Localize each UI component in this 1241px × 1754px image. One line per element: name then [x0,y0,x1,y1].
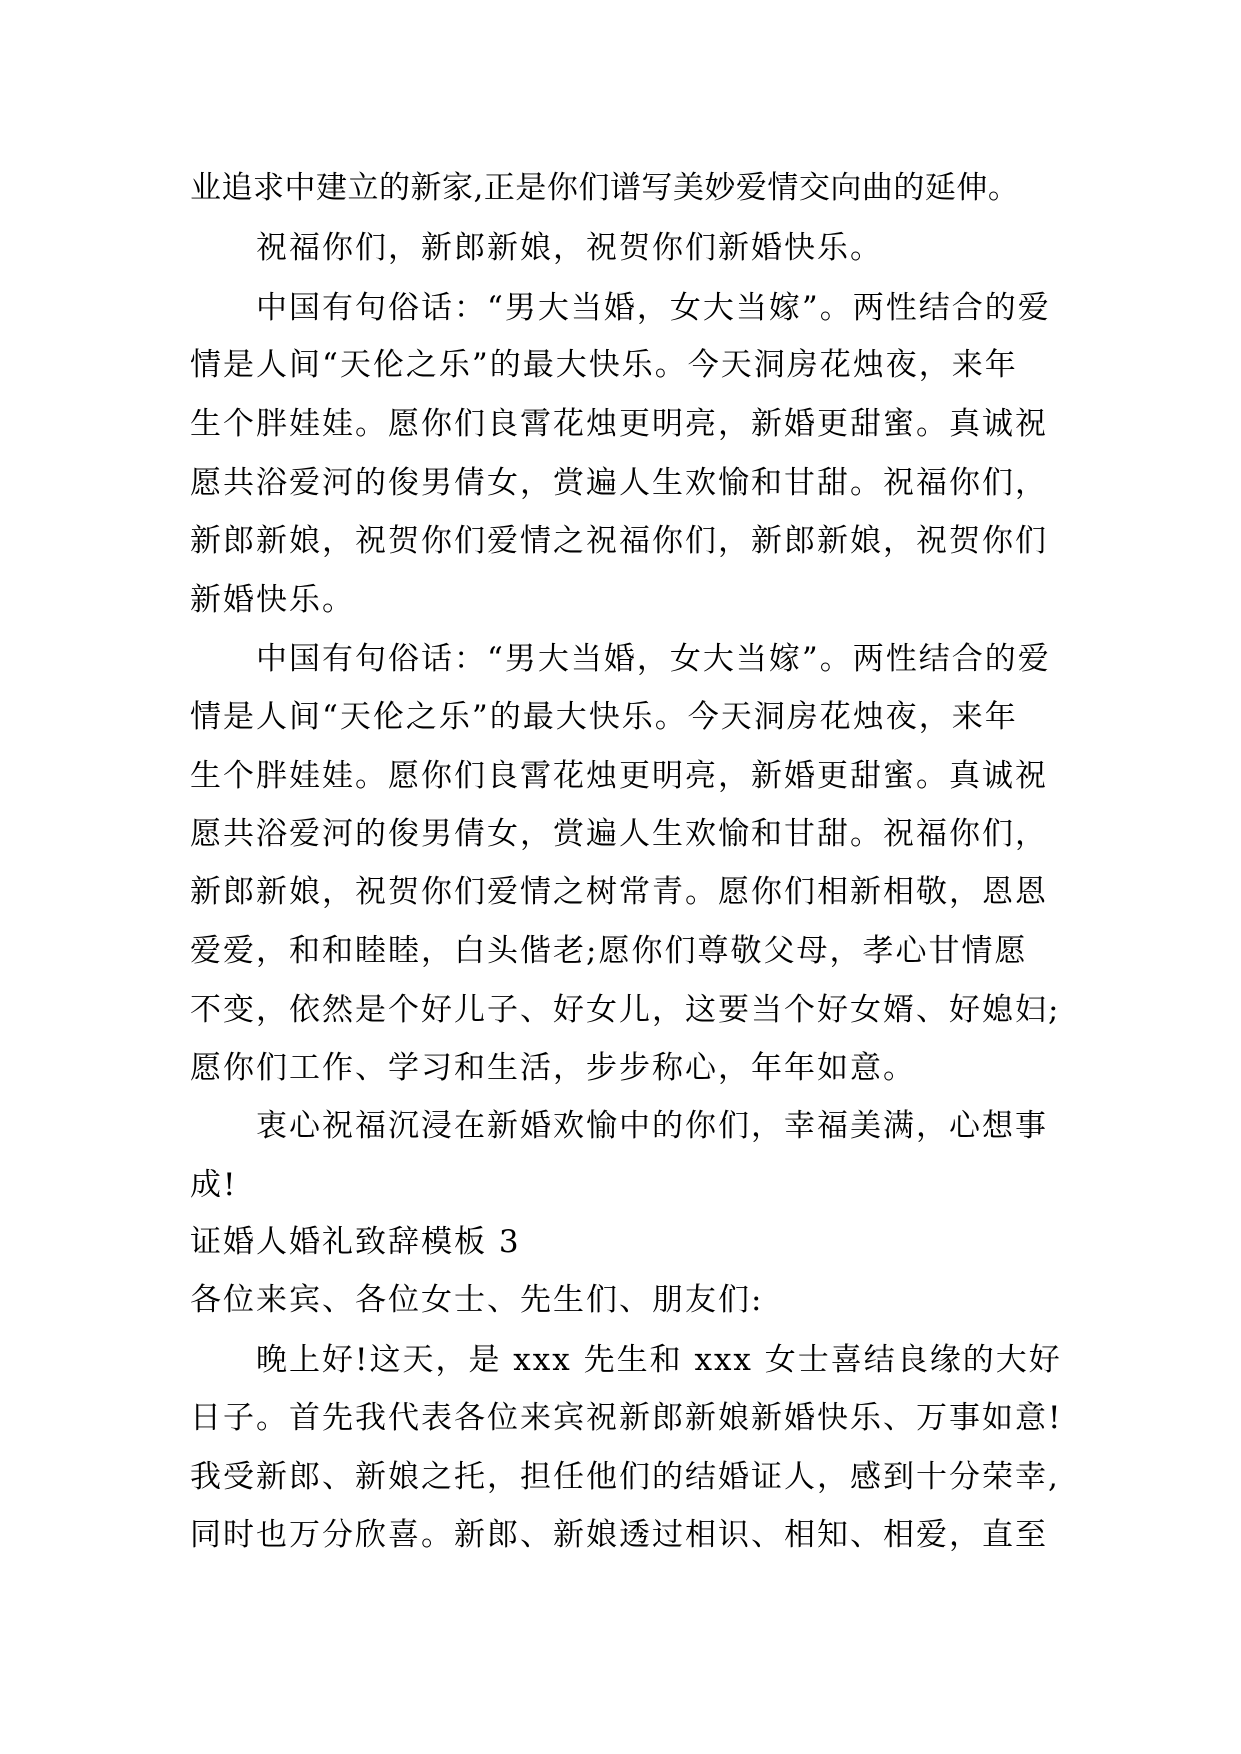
text-line: 晚上好!这天，是 xxx 先生和 xxx 女士喜结良缘的大好 [256,1342,1062,1378]
text-line: 中国有句俗话：“男大当婚，女大当嫁”。两性结合的爱 [256,290,1051,326]
text-line: 我受新郎、新娘之托，担任他们的结婚证人，感到十分荣幸, [190,1459,1060,1495]
text-line: 爱爱，和和睦睦，白头偕老;愿你们尊敬父母，孝心甘情愿 [190,933,1028,969]
salutation: 各位来宾、各位女士、先生们、朋友们: [190,1282,764,1318]
text-line: 情是人间“天伦之乐”的最大快乐。今天洞房花烛夜，来年 [190,699,1018,735]
text-line: 生个胖娃娃。愿你们良霄花烛更明亮，新婚更甜蜜。真诚祝 [190,758,1048,794]
text-line: 愿共浴爱河的俊男倩女，赏遍人生欢愉和甘甜。祝福你们， [190,816,1048,852]
text-line: 生个胖娃娃。愿你们良霄花烛更明亮，新婚更甜蜜。真诚祝 [190,406,1048,442]
text-line: 情是人间“天伦之乐”的最大快乐。今天洞房花烛夜，来年 [190,347,1018,383]
text-line: 愿你们工作、学习和生活，步步称心，年年如意。 [190,1050,916,1086]
text-line: 同时也万分欣喜。新郎、新娘透过相识、相知、相爱，直至 [190,1517,1048,1553]
text-line: 新郎新娘，祝贺你们爱情之祝福你们，新郎新娘，祝贺你们 [190,523,1048,559]
section-heading: 证婚人婚礼致辞模板 3 [190,1224,521,1260]
text-line: 不变，依然是个好儿子、好女儿，这要当个好女婿、好媳妇; [190,992,1061,1028]
text-line: 衷心祝福沉浸在新婚欢愉中的你们，幸福美满，心想事 [256,1108,1048,1144]
text-line: 业追求中建立的新家,正是你们谱写美妙爱情交向曲的延伸。 [190,170,1020,206]
text-line: 成! [190,1167,238,1203]
text-line: 新婚快乐。 [190,582,355,618]
text-line: 祝福你们，新郎新娘，祝贺你们新婚快乐。 [256,230,883,266]
text-line: 新郎新娘，祝贺你们爱情之树常青。愿你们相新相敬，恩恩 [190,874,1048,910]
text-line: 日子。首先我代表各位来宾祝新郎新娘新婚快乐、万事如意! [190,1400,1063,1436]
text-line: 中国有句俗话：“男大当婚，女大当嫁”。两性结合的爱 [256,641,1051,677]
text-line: 愿共浴爱河的俊男倩女，赏遍人生欢愉和甘甜。祝福你们， [190,465,1048,501]
